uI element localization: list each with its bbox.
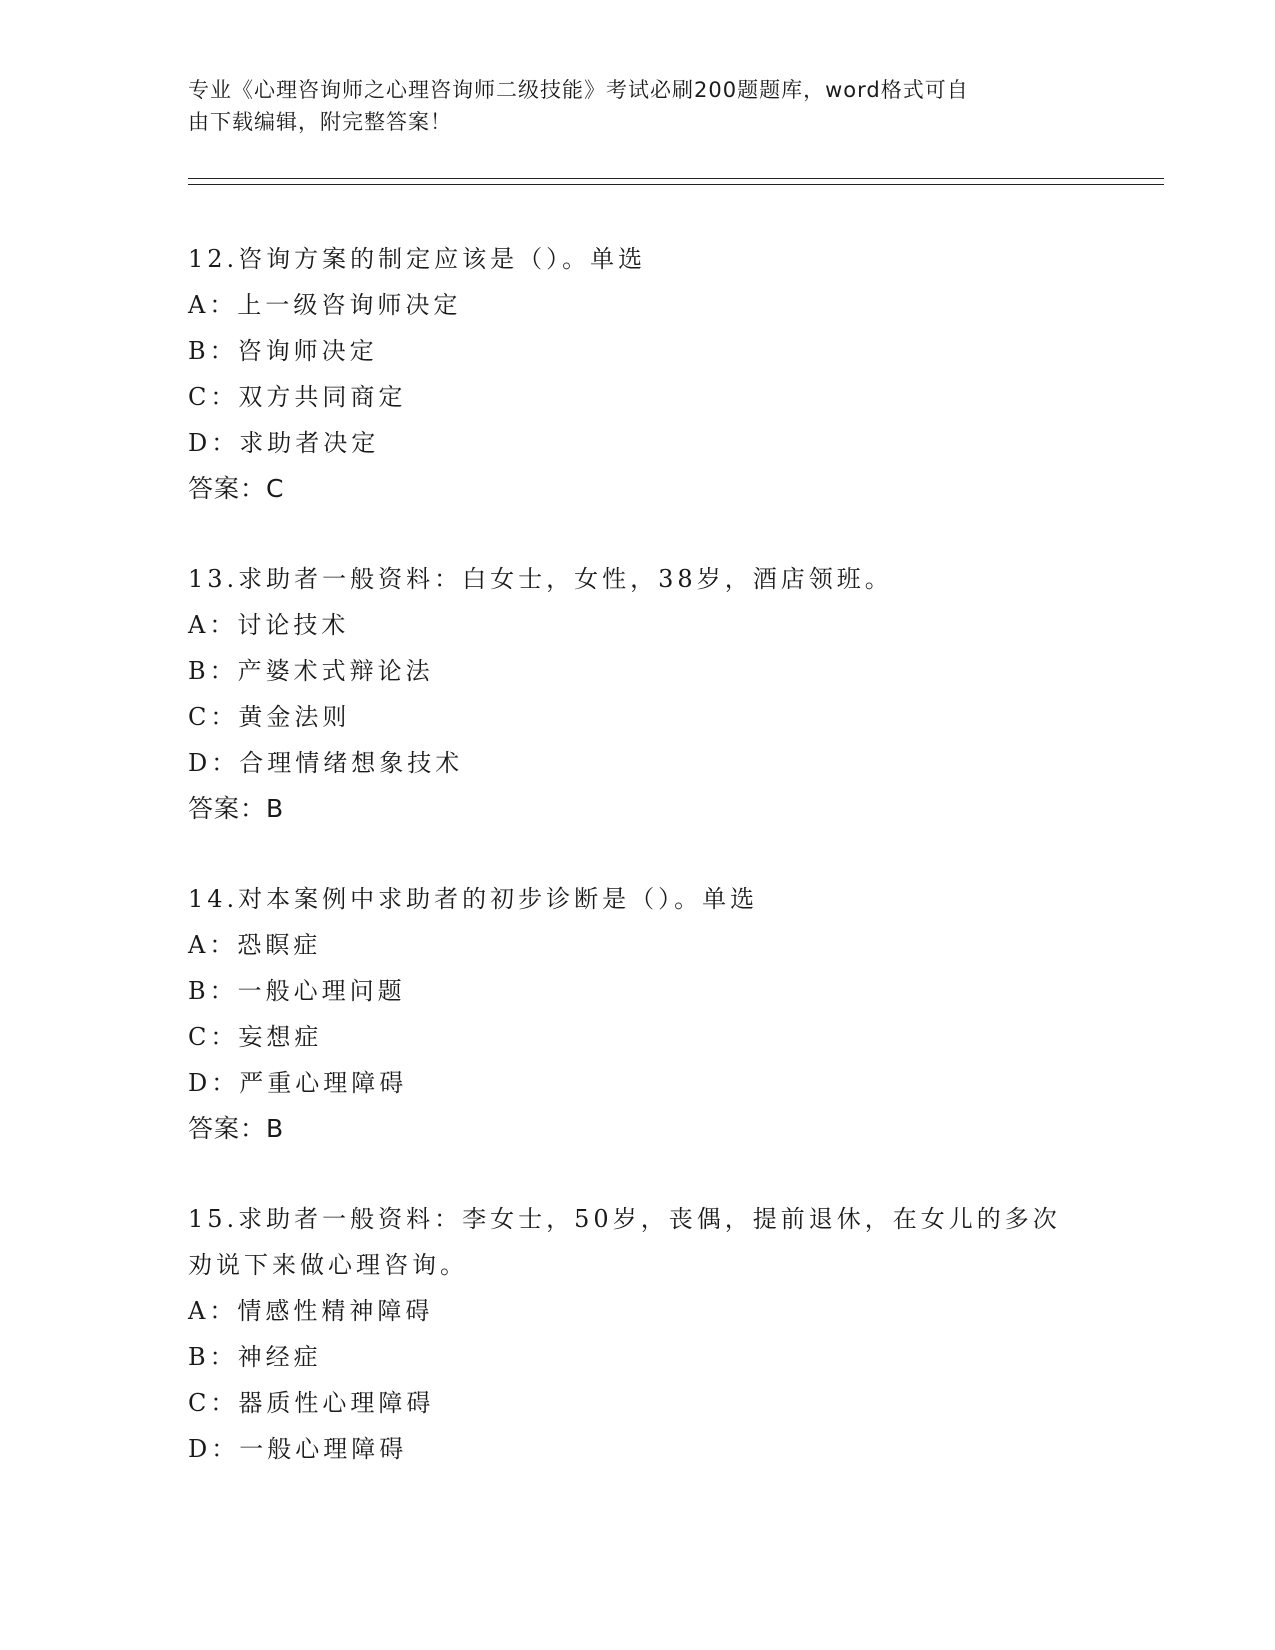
option-b: B：咨询师决定: [188, 337, 378, 365]
answer-label: 答案：B: [188, 794, 285, 823]
question-stem-line: 12.咨询方案的制定应该是（）。单选: [188, 245, 647, 273]
question-14: [188, 876, 1108, 1152]
answer-label: 答案：B: [188, 1114, 285, 1143]
document-header: [188, 74, 1068, 138]
header-line-1: 专业《心理咨询师之心理咨询师二级技能》考试必刷200题题库，word格式可自: [188, 78, 969, 102]
question-13: [188, 556, 1108, 832]
question-stem: [188, 1196, 1108, 1288]
option-a: A：情感性精神障碍: [188, 1297, 434, 1325]
option-b: B：一般心理问题: [188, 977, 406, 1005]
option-d: D：求助者决定: [188, 429, 380, 457]
option-a: A：上一级咨询师决定: [188, 291, 462, 319]
question-spacer: [188, 512, 1108, 556]
answer-label: 答案：C: [188, 474, 285, 503]
option-a: A：恐瞑症: [188, 931, 322, 959]
header-divider-top: [188, 178, 1164, 179]
option-b: B：神经症: [188, 1343, 322, 1371]
question-stem-line: 14.对本案例中求助者的初步诊断是（）。单选: [188, 885, 759, 913]
question-stem-line: 13.求助者一般资料：白女士，女性，38岁，酒店领班。: [188, 565, 893, 593]
option-d: D：严重心理障碍: [188, 1069, 408, 1097]
option-d: D：一般心理障碍: [188, 1435, 408, 1463]
question-15: [188, 1196, 1108, 1472]
option-d: D：合理情绪想象技术: [188, 749, 464, 777]
question-12: [188, 236, 1108, 512]
question-stem-line: 15.求助者一般资料：李女士，50岁，丧偶，提前退休，在女儿的多次: [188, 1205, 1061, 1233]
option-c: C：双方共同商定: [188, 383, 407, 411]
question-stem: [188, 876, 1108, 922]
question-list: [188, 236, 1108, 1472]
option-c: C：器质性心理障碍: [188, 1389, 435, 1417]
question-stem: [188, 556, 1108, 602]
question-stem-line: 劝说下来做心理咨询。: [188, 1251, 468, 1279]
option-a: A：讨论技术: [188, 611, 350, 639]
question-spacer: [188, 832, 1108, 876]
question-spacer: [188, 1152, 1108, 1196]
question-stem: [188, 236, 1108, 282]
option-b: B：产婆术式辩论法: [188, 657, 434, 685]
option-c: C：妄想症: [188, 1023, 323, 1051]
header-line-2: 由下载编辑，附完整答案！: [188, 110, 452, 134]
header-divider-bottom: [188, 184, 1164, 185]
option-c: C：黄金法则: [188, 703, 351, 731]
